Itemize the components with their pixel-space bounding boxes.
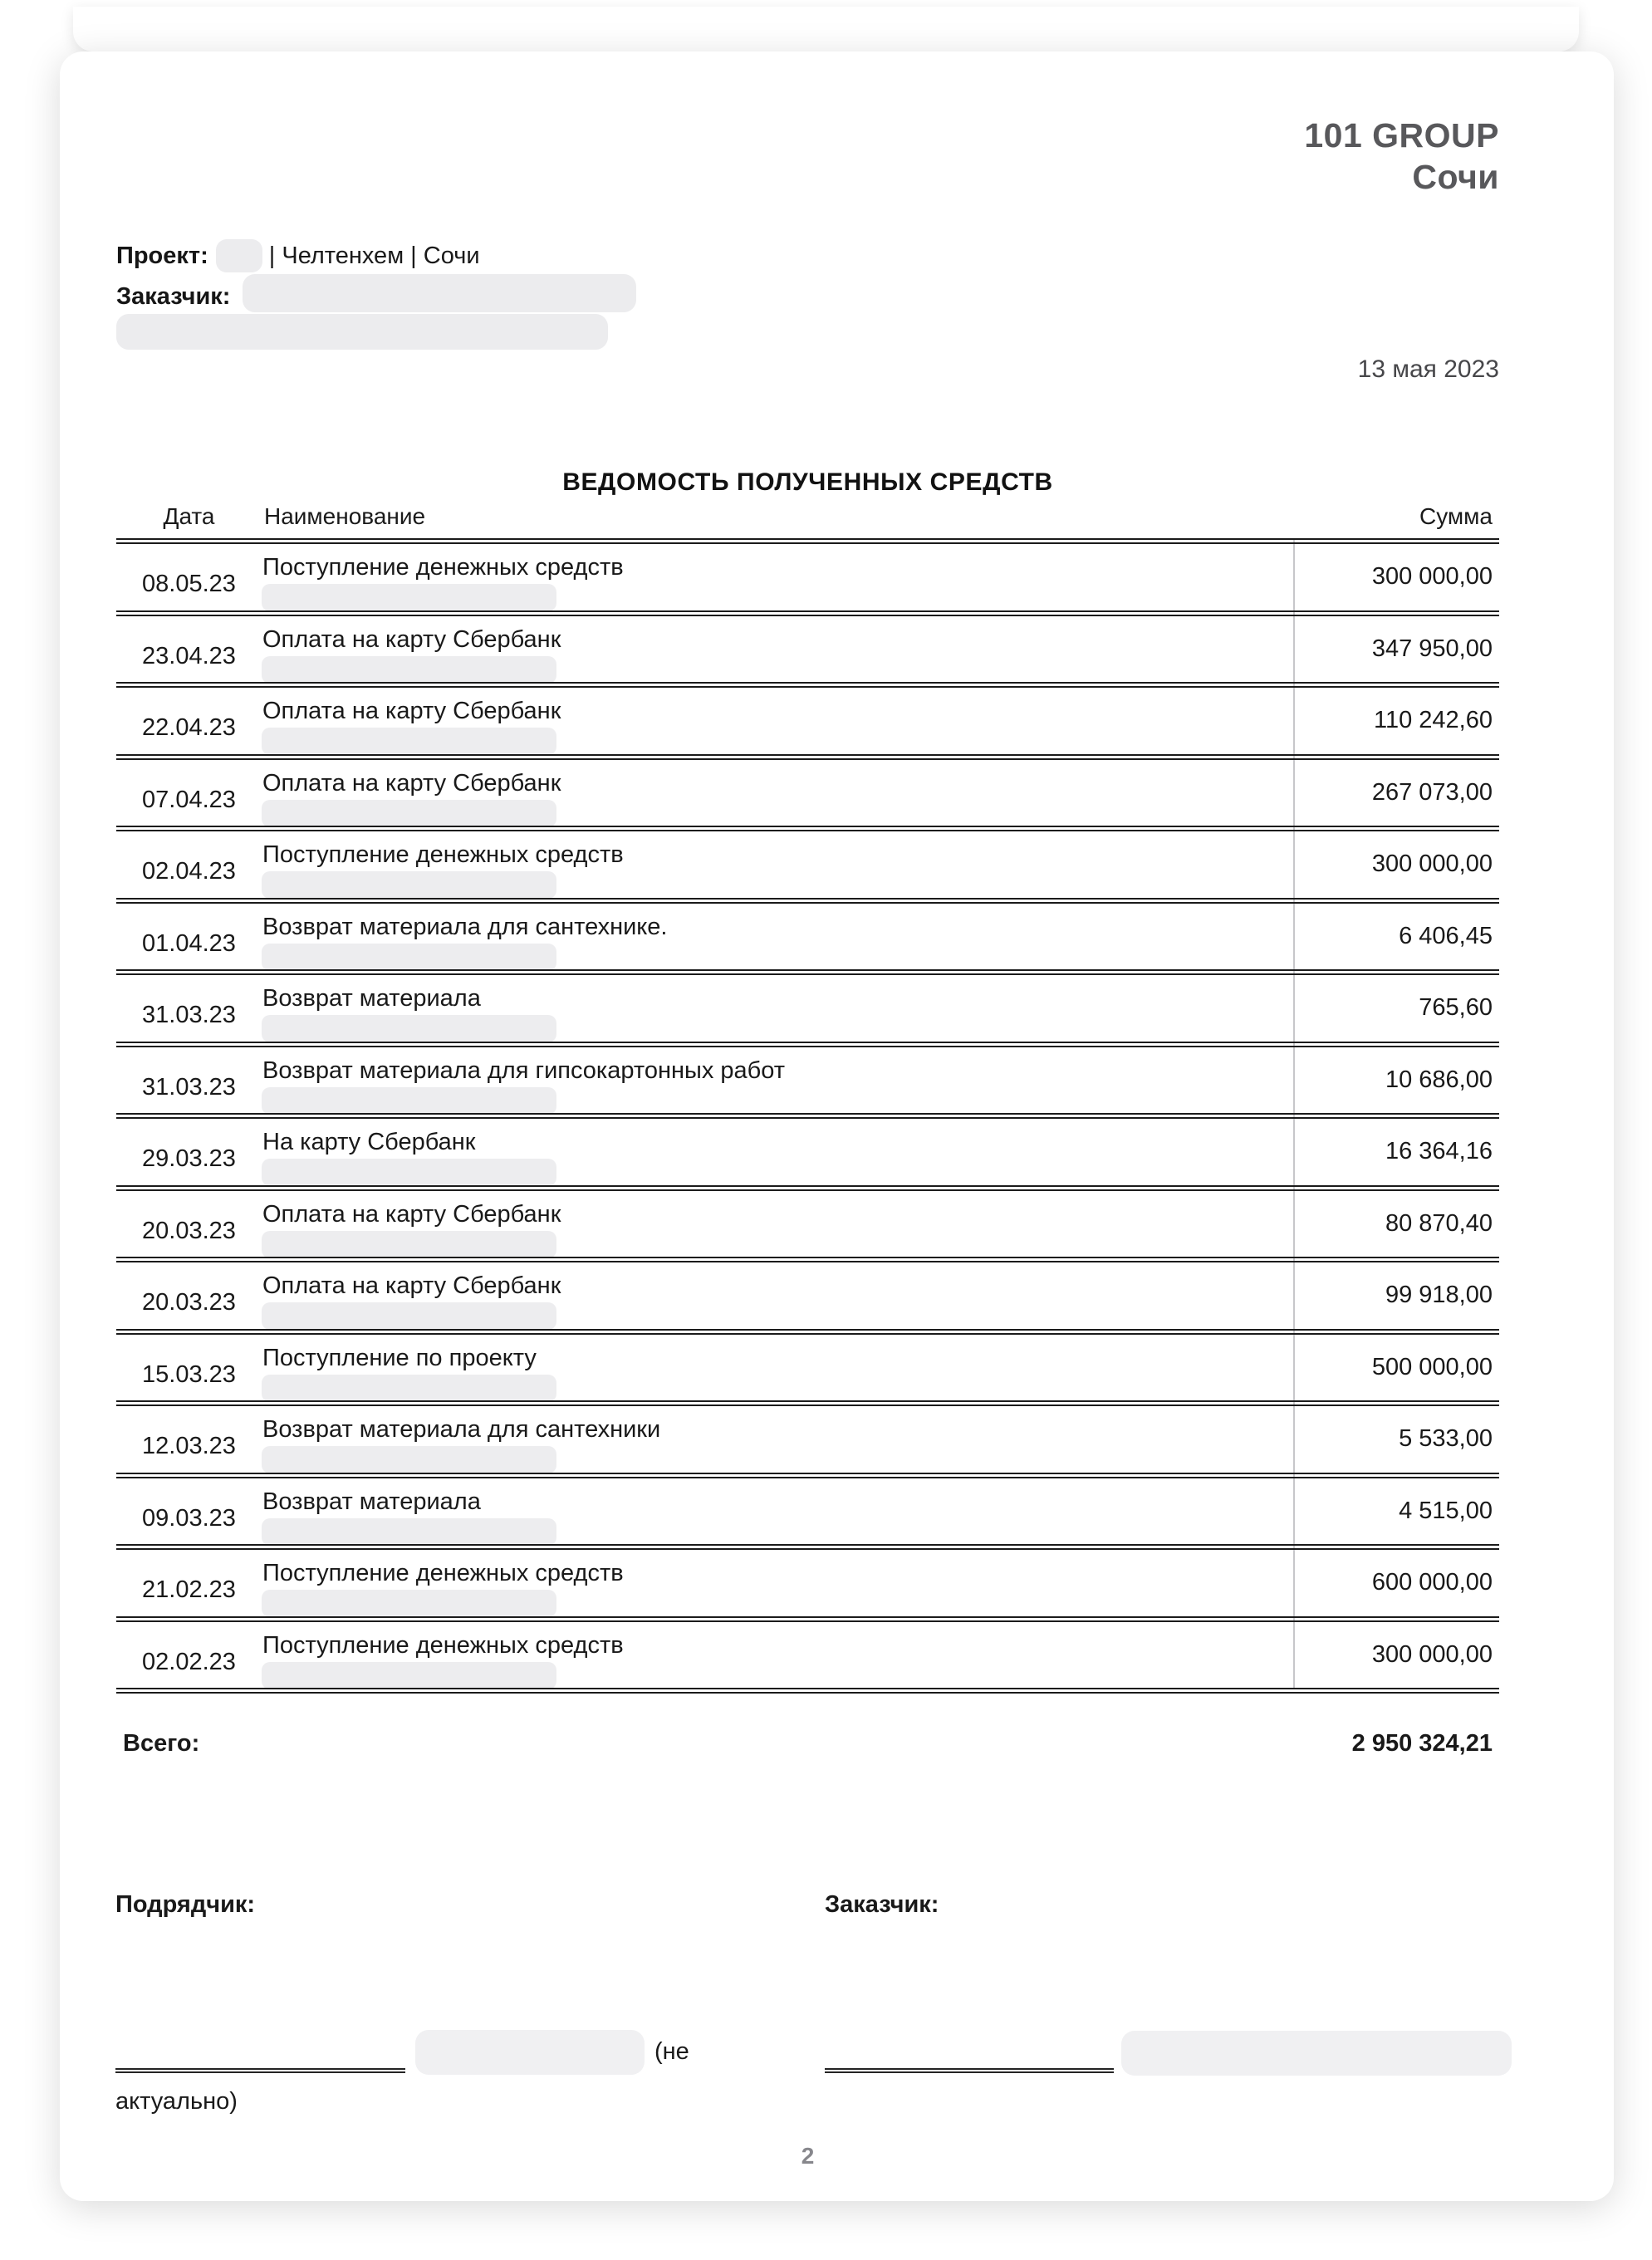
brand-city: Сочи	[1412, 158, 1499, 196]
row-amount: 500 000,00	[1371, 1353, 1493, 1380]
col-header-date: Дата	[163, 503, 215, 529]
row-name: Оплата на карту Сбербанк	[262, 625, 561, 653]
row-date: 15.03.23	[142, 1360, 236, 1388]
row-date: 22.04.23	[142, 714, 236, 741]
row-redacted	[262, 1302, 556, 1330]
row-name: Возврат материала для сантехники	[262, 1416, 661, 1443]
row-date: 20.03.23	[142, 1289, 236, 1316]
contractor-note-line2: актуально)	[115, 2088, 238, 2115]
row-date: 01.04.23	[142, 929, 236, 957]
customer-label: Заказчик:	[116, 283, 231, 310]
row-redacted	[262, 656, 556, 684]
brand-block	[1304, 115, 1499, 198]
table-body	[116, 538, 1499, 1688]
customer-redacted-1	[243, 274, 636, 312]
table-row	[116, 1042, 1499, 1114]
row-date: 31.03.23	[142, 1002, 236, 1028]
table	[116, 538, 1499, 1812]
row-amount: 99 918,00	[1385, 1282, 1493, 1308]
row-amount: 765,60	[1419, 994, 1493, 1021]
table-row	[116, 1257, 1499, 1329]
row-name: Оплата на карту Сбербанк	[262, 769, 561, 797]
customer-sign-label: Заказчик:	[825, 1891, 939, 1918]
contractor-sign-line	[115, 2068, 405, 2073]
row-redacted	[262, 944, 556, 971]
total-row	[116, 1688, 1499, 1812]
row-amount: 80 870,40	[1385, 1209, 1493, 1237]
row-name: Возврат материала	[262, 985, 481, 1012]
row-name: Возврат материала	[262, 1488, 481, 1515]
contractor-redacted	[415, 2030, 645, 2075]
table-row	[116, 610, 1499, 683]
project-label: Проект:	[116, 243, 208, 269]
row-redacted	[262, 1231, 556, 1258]
project-redacted	[216, 239, 262, 272]
col-header-amount: Сумма	[1419, 503, 1493, 529]
table-row	[116, 754, 1499, 826]
row-name: Поступление денежных средств	[262, 1631, 624, 1659]
row-date: 21.02.23	[142, 1576, 236, 1603]
previous-page-edge	[73, 7, 1579, 51]
row-amount: 4 515,00	[1399, 1497, 1493, 1524]
row-date: 29.03.23	[142, 1145, 236, 1172]
page-number: 2	[801, 2143, 815, 2169]
table-row	[116, 898, 1499, 970]
project-value: | Челтенхем | Сочи	[268, 243, 480, 269]
document-card	[60, 51, 1614, 2201]
row-amount: 16 364,16	[1385, 1138, 1493, 1164]
row-redacted	[262, 1375, 556, 1402]
row-amount: 5 533,00	[1399, 1425, 1493, 1452]
row-redacted	[262, 1159, 556, 1186]
table-row	[116, 1400, 1499, 1473]
total-amount: 2 950 324,21	[1351, 1730, 1493, 1757]
row-date: 02.04.23	[142, 858, 236, 885]
row-name: Оплата на карту Сбербанк	[262, 1272, 561, 1299]
col-header-name: Наименование	[264, 503, 426, 529]
row-redacted	[262, 1015, 556, 1042]
row-amount: 110 242,60	[1374, 707, 1493, 733]
row-amount: 267 073,00	[1371, 778, 1493, 806]
row-redacted	[262, 1446, 556, 1473]
row-date: 09.03.23	[142, 1504, 236, 1532]
table-row	[116, 538, 1499, 610]
row-date: 08.05.23	[142, 571, 236, 597]
doc-date: 13 мая 2023	[1357, 355, 1499, 383]
customer-redacted	[1121, 2031, 1512, 2076]
row-name: Поступление денежных средств	[262, 554, 624, 581]
row-date: 23.04.23	[142, 642, 236, 669]
row-redacted	[262, 800, 556, 827]
brand-name: 101 GROUP	[1304, 116, 1499, 154]
table-row	[116, 969, 1499, 1042]
row-name: На карту Сбербанк	[262, 1129, 476, 1155]
table-row	[116, 1544, 1499, 1616]
row-amount: 300 000,00	[1371, 1640, 1493, 1668]
row-name: Оплата на карту Сбербанк	[262, 698, 561, 724]
customer-sign-line	[825, 2068, 1114, 2073]
row-date: 07.04.23	[142, 786, 236, 813]
row-redacted	[262, 1662, 556, 1689]
row-name: Поступление денежных средств	[262, 1560, 624, 1586]
row-amount: 300 000,00	[1371, 563, 1493, 590]
row-name: Возврат материала для сантехнике.	[262, 913, 668, 940]
total-label: Всего:	[123, 1730, 200, 1757]
row-name: Оплата на карту Сбербанк	[262, 1200, 561, 1228]
contractor-note-line1: (не	[654, 2038, 689, 2065]
row-amount: 10 686,00	[1385, 1066, 1493, 1093]
project-row	[116, 238, 480, 274]
doc-title: ВЕДОМОСТЬ ПОЛУЧЕННЫХ СРЕДСТВ	[562, 468, 1053, 496]
row-name: Поступление денежных средств	[262, 841, 624, 868]
table-row	[116, 826, 1499, 898]
table-row	[116, 682, 1499, 754]
table-row	[116, 1473, 1499, 1545]
row-redacted	[262, 871, 556, 899]
row-amount: 600 000,00	[1371, 1569, 1493, 1596]
table-row	[116, 1616, 1499, 1689]
row-amount: 300 000,00	[1371, 851, 1493, 877]
row-redacted	[262, 1518, 556, 1546]
row-date: 02.02.23	[142, 1648, 236, 1675]
row-date: 12.03.23	[142, 1433, 236, 1459]
customer-redacted-2	[116, 314, 608, 350]
row-redacted	[262, 728, 556, 755]
row-amount: 347 950,00	[1371, 635, 1493, 662]
table-row	[116, 1113, 1499, 1185]
row-date: 20.03.23	[142, 1217, 236, 1244]
row-redacted	[262, 1590, 556, 1617]
row-name: Возврат материала для гипсокартонных работ	[262, 1056, 786, 1084]
row-name: Поступление по проекту	[262, 1344, 537, 1371]
row-redacted	[262, 1087, 556, 1115]
contractor-label: Подрядчик:	[115, 1891, 256, 1918]
table-row	[116, 1329, 1499, 1401]
row-amount: 6 406,45	[1399, 922, 1493, 949]
row-redacted	[262, 584, 556, 611]
row-date: 31.03.23	[142, 1073, 236, 1101]
table-row	[116, 1185, 1499, 1257]
